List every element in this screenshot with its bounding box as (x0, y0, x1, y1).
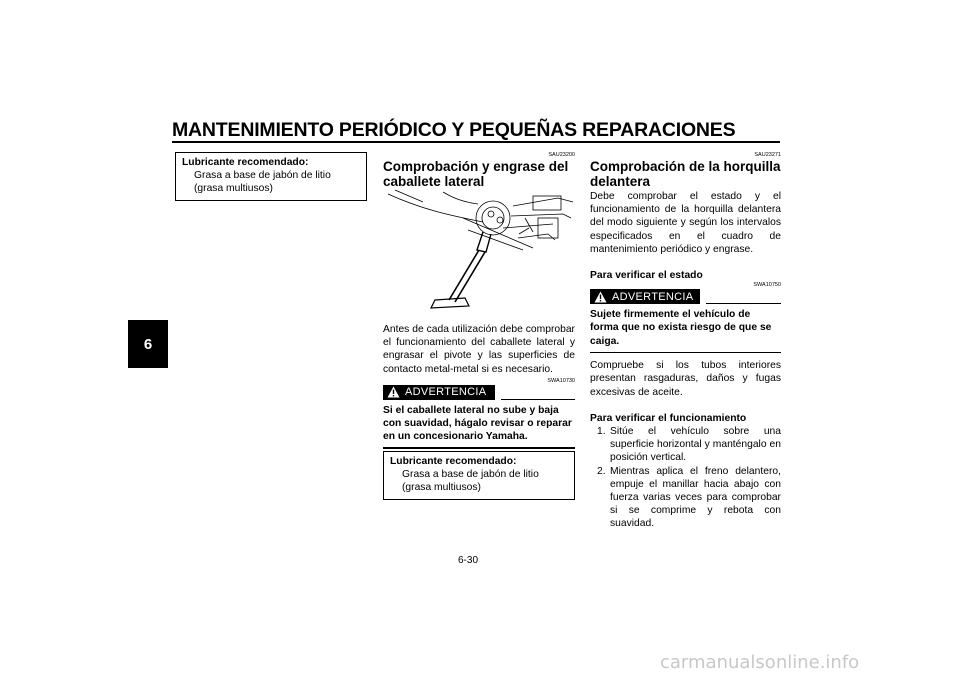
warning-label: ADVERTENCIA (405, 386, 487, 399)
warning-triangle-icon (387, 386, 400, 398)
section-code: SAU23271 (754, 152, 781, 158)
fork-paragraph: Debe comprobar el estado y el funcionamiento de la horquilla delantera del modo siguiente y según los intervalos especificados en el cuadro de mantenimiento periódico y engrase. (590, 191, 781, 255)
warning-text: Si el caballete lateral no sube y baja con suavidad, hágalo revisar o reparar en un concesionario Yamaha. (383, 404, 572, 443)
warning-code: SWA10750 (753, 282, 781, 289)
sidestand-paragraph: Antes de cada utilización debe comprobar el funcionamiento del caballete lateral y engrasar el pivote y las superficies de contacto metal-metal si es necesario. (383, 324, 575, 375)
warning-rule (706, 303, 781, 304)
warning-end-rule (590, 352, 781, 353)
page-number: 6-30 (458, 555, 479, 566)
section-title: Comprobación y engrase del caballete lateral (383, 159, 569, 189)
lubricant-box-middle (383, 451, 575, 500)
subheading-operation: Para verificar el funcionamiento (590, 412, 747, 424)
lubricant-box-left (175, 152, 367, 201)
warning-badge (590, 289, 700, 304)
watermark[interactable]: carmanualsonline.info (660, 652, 860, 673)
steps-list (590, 425, 781, 531)
warning-label: ADVERTENCIA (612, 290, 694, 303)
lubricant-title: Lubricante recomendado: (390, 456, 517, 467)
warning-end-rule (383, 447, 575, 448)
warning-code: SWA10730 (547, 377, 575, 384)
fork-paragraph-2: Compruebe si los tubos interiores presentan rasgaduras, daños y fugas excesivas de aceite. (590, 360, 781, 398)
page-title: MANTENIMIENTO PERIÓDICO Y PEQUEÑAS REPARACIONES (172, 119, 736, 141)
warning-badge (383, 385, 495, 400)
lubricant-title: Lubricante recomendado: (182, 157, 309, 168)
section-title: Comprobación de la horquilla delantera (590, 159, 781, 189)
subheading-condition: Para verificar el estado (590, 270, 703, 282)
header-rule (172, 141, 780, 143)
warning-rule (501, 399, 575, 400)
lubricant-body: Grasa a base de jabón de litio (grasa multiusos) (194, 170, 331, 194)
middle-body (383, 323, 575, 449)
right-column (590, 152, 781, 531)
sidestand-illustration (383, 188, 575, 314)
warning-triangle-icon (594, 291, 607, 303)
warning-text: Sujete firmemente el vehículo de forma que no exista riesgo de que se caiga. (590, 309, 772, 347)
middle-column (383, 152, 575, 189)
section-code: SAU23200 (548, 152, 575, 158)
list-item: 2. Mientras aplica el freno delantero, empuje el manillar hacia abajo con fuerza varias veces para comprobar si se comprime y rebota con suavidad. (597, 465, 781, 530)
list-item: 1. Sitúe el vehículo sobre una superficie horizontal y manténgalo en posición vertical. (597, 425, 781, 464)
lubricant-body: Grasa a base de jabón de litio (grasa multiusos) (402, 469, 539, 493)
chapter-tab: 6 (128, 320, 168, 368)
